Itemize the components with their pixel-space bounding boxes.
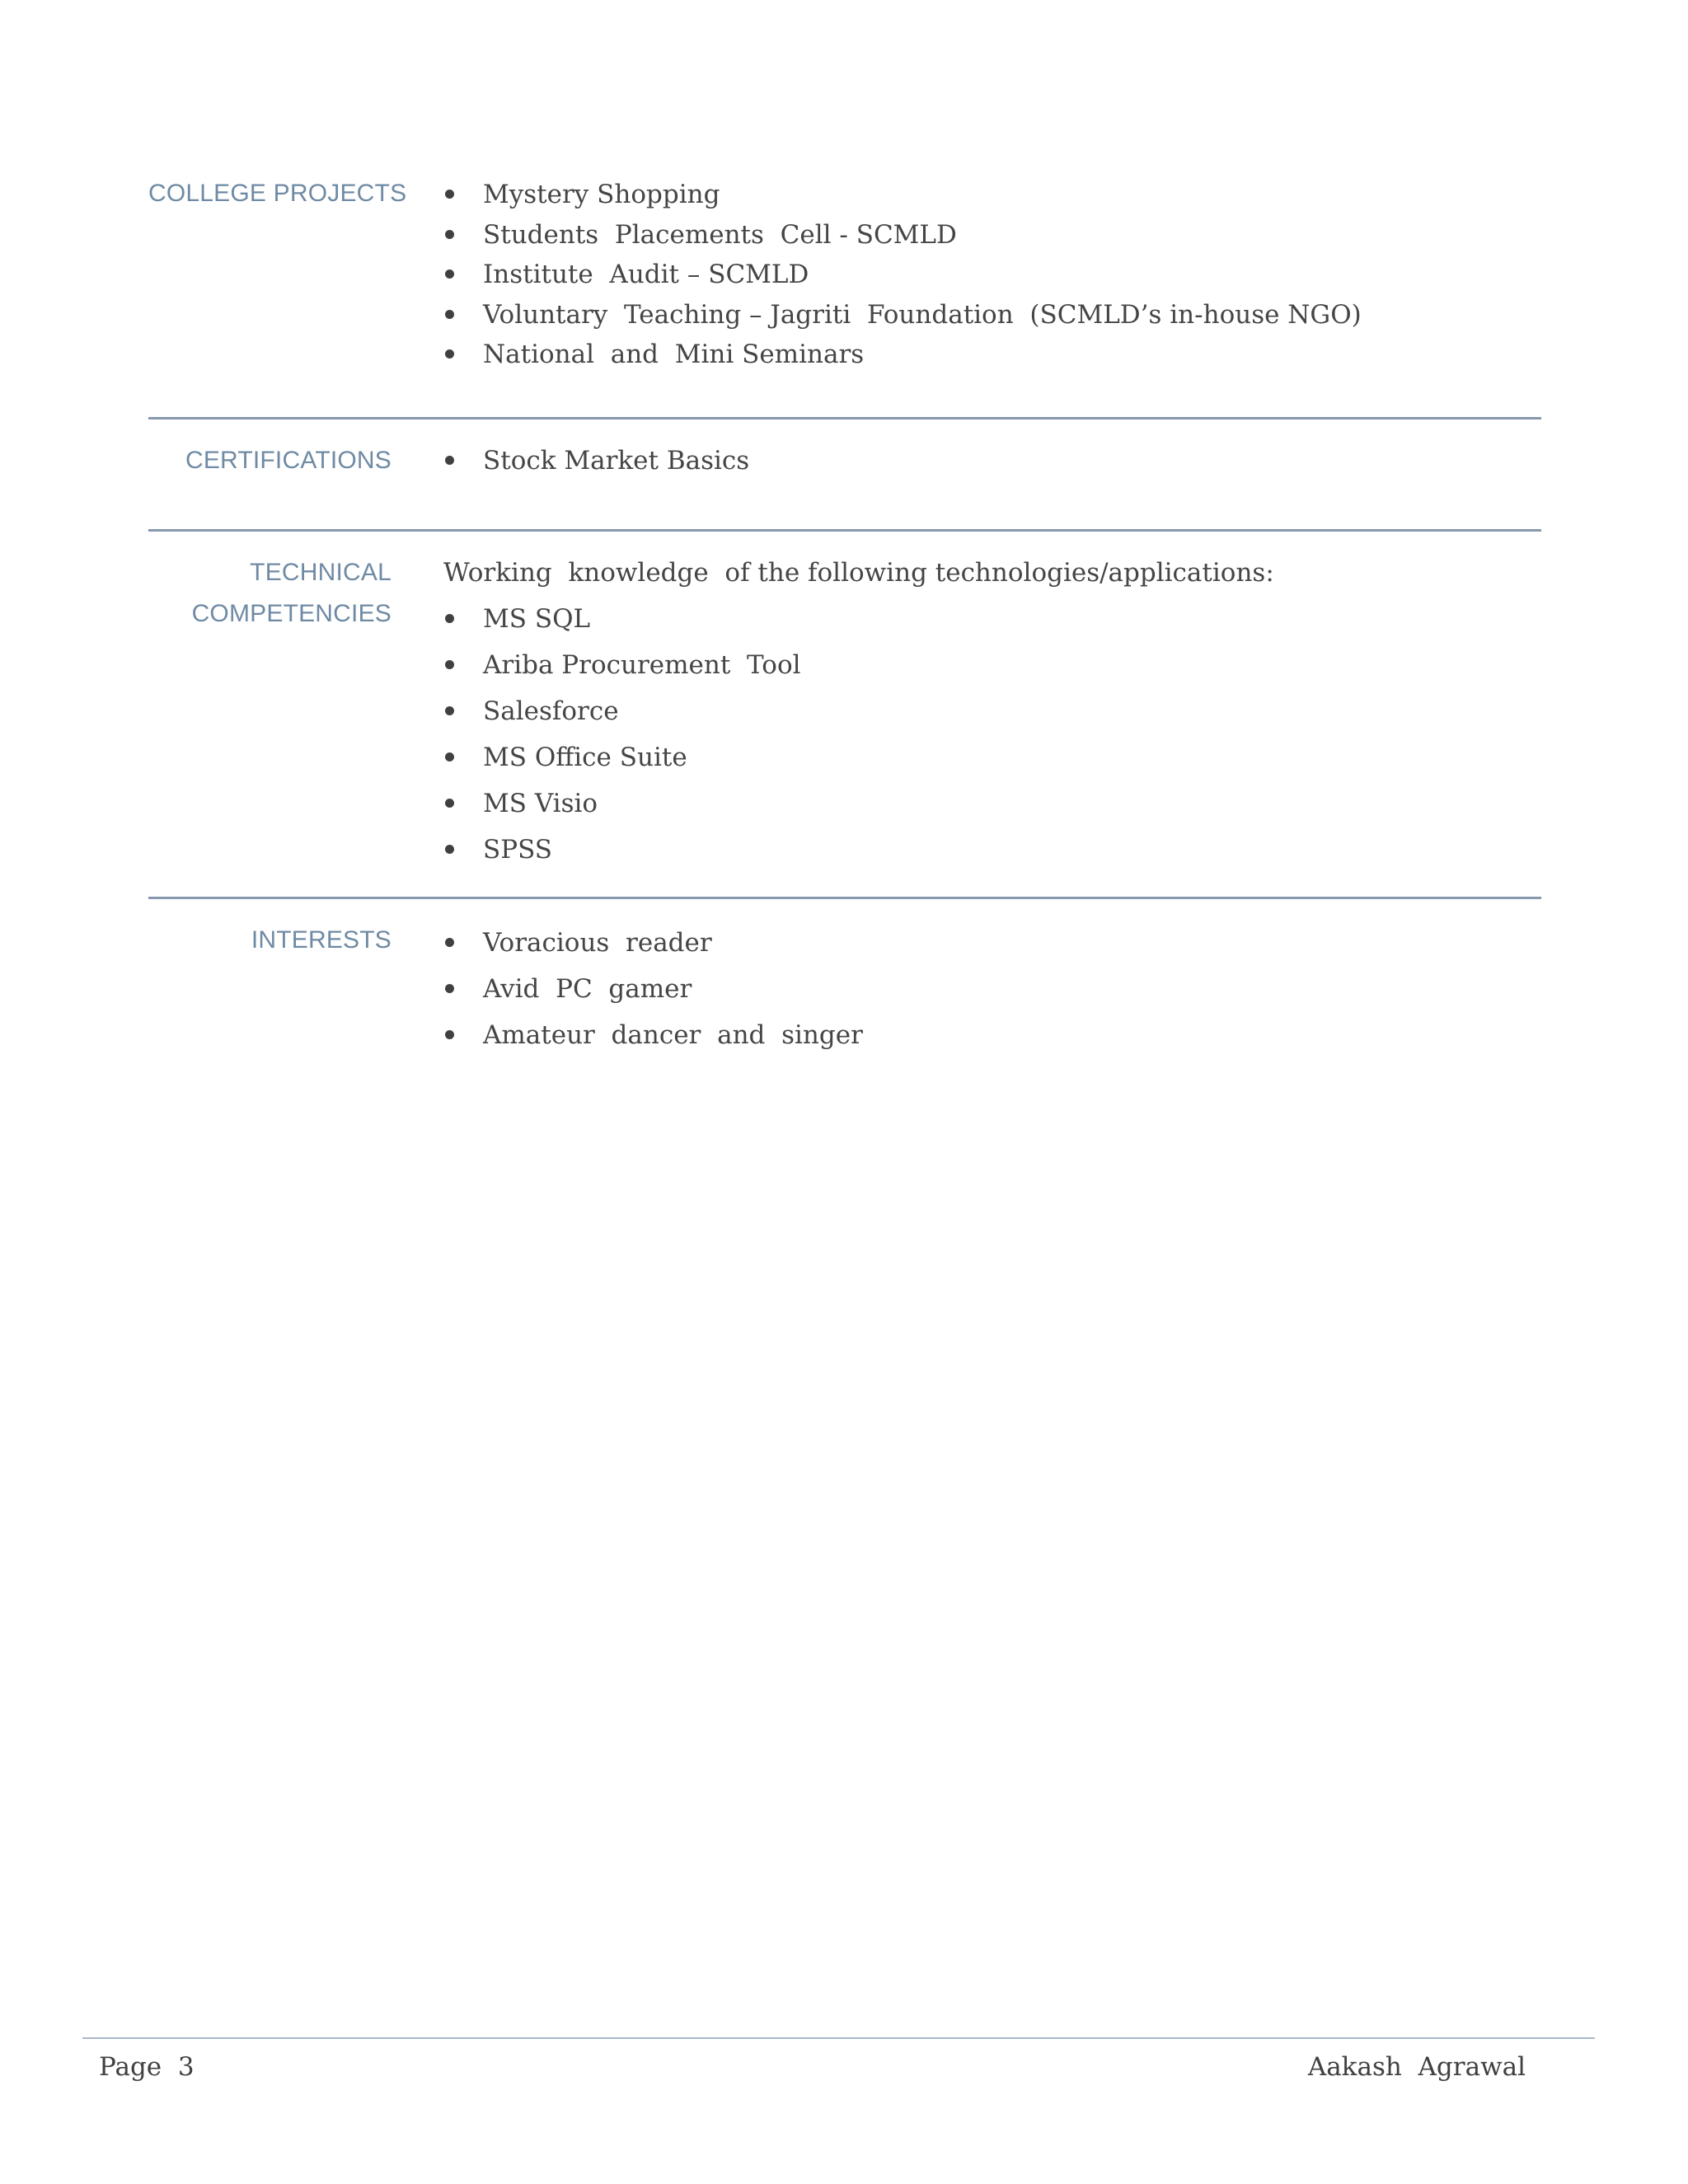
interests-heading: INTERESTS (251, 926, 392, 954)
list-item-text: Stock Market Basics (483, 446, 750, 476)
interests-body (443, 920, 1541, 1058)
bullet-icon (445, 984, 454, 993)
section-divider (148, 897, 1541, 899)
list-item-text: Avid PC gamer (483, 974, 692, 1004)
certifications-heading: CERTIFICATIONS (185, 447, 392, 474)
bullet-icon (445, 799, 454, 808)
technical-competencies-list (443, 596, 1541, 873)
list-item (443, 255, 1541, 295)
list-item (443, 734, 1541, 780)
bullet-icon (445, 269, 454, 279)
bullet-icon (445, 706, 454, 715)
list-item (443, 780, 1541, 827)
bullet-icon (445, 752, 454, 762)
list-item-text: Voracious reader (483, 928, 712, 958)
technical-competencies-section (148, 552, 1541, 874)
list-item-text: Salesforce (483, 696, 619, 726)
section-divider (148, 529, 1541, 532)
list-item-text: MS Visio (483, 789, 598, 818)
certifications-section (148, 440, 1541, 514)
bullet-icon (445, 1030, 454, 1039)
list-item-text: National and Mini Seminars (483, 340, 865, 369)
bullet-icon (445, 230, 454, 239)
list-item (443, 642, 1541, 688)
bullet-icon (445, 614, 454, 623)
college-projects-heading: COLLEGE PROJECTS (148, 180, 407, 207)
interests-section (148, 920, 1541, 1068)
list-item-text: Amateur dancer and singer (483, 1020, 863, 1050)
list-item-text: Ariba Procurement Tool (483, 650, 801, 680)
list-item-text: MS SQL (483, 604, 591, 634)
list-item (443, 175, 1541, 215)
technical-competencies-intro: Working knowledge of the following technologies/applications: (443, 558, 1274, 588)
bullet-icon (445, 845, 454, 854)
technical-competencies-heading-line2: COMPETENCIES (191, 600, 392, 627)
list-item-text: Voluntary Teaching – Jagriti Foundation (SCMLD’s in-house NGO) (483, 299, 1362, 330)
list-item (443, 335, 1541, 375)
footer-author-name: Aakash Agrawal (1307, 2052, 1526, 2082)
list-item (443, 1012, 1541, 1058)
bullet-icon (445, 456, 454, 465)
list-item-text: Institute Audit – SCMLD (483, 260, 809, 289)
interests-list (443, 920, 1541, 1058)
list-item-text: Mystery Shopping (483, 180, 720, 209)
list-item (443, 215, 1541, 255)
footer-page-number: Page 3 (99, 2052, 195, 2082)
list-item (443, 295, 1541, 335)
bullet-icon (445, 660, 454, 669)
bullet-icon (445, 310, 454, 319)
bullet-icon (445, 938, 454, 947)
list-item (443, 596, 1541, 642)
technical-competencies-heading (148, 552, 392, 635)
bullet-icon (445, 349, 454, 359)
certifications-body (443, 440, 1541, 481)
list-item (443, 966, 1541, 1012)
list-item-text: MS Office Suite (483, 743, 687, 772)
footer-divider (82, 2037, 1595, 2039)
list-item-text: SPSS (483, 835, 553, 865)
college-projects-body (443, 175, 1541, 375)
college-projects-list (443, 175, 1541, 375)
technical-competencies-body (443, 550, 1541, 873)
list-item (443, 440, 1541, 481)
certifications-list (443, 440, 1541, 481)
list-item-text: Students Placements Cell - SCMLD (483, 219, 957, 250)
list-item (443, 827, 1541, 873)
list-item (443, 920, 1541, 966)
college-projects-section (148, 170, 1541, 376)
section-divider (148, 417, 1541, 419)
list-item (443, 688, 1541, 734)
technical-competencies-heading-line1: TECHNICAL (250, 559, 392, 586)
bullet-icon (445, 190, 454, 199)
